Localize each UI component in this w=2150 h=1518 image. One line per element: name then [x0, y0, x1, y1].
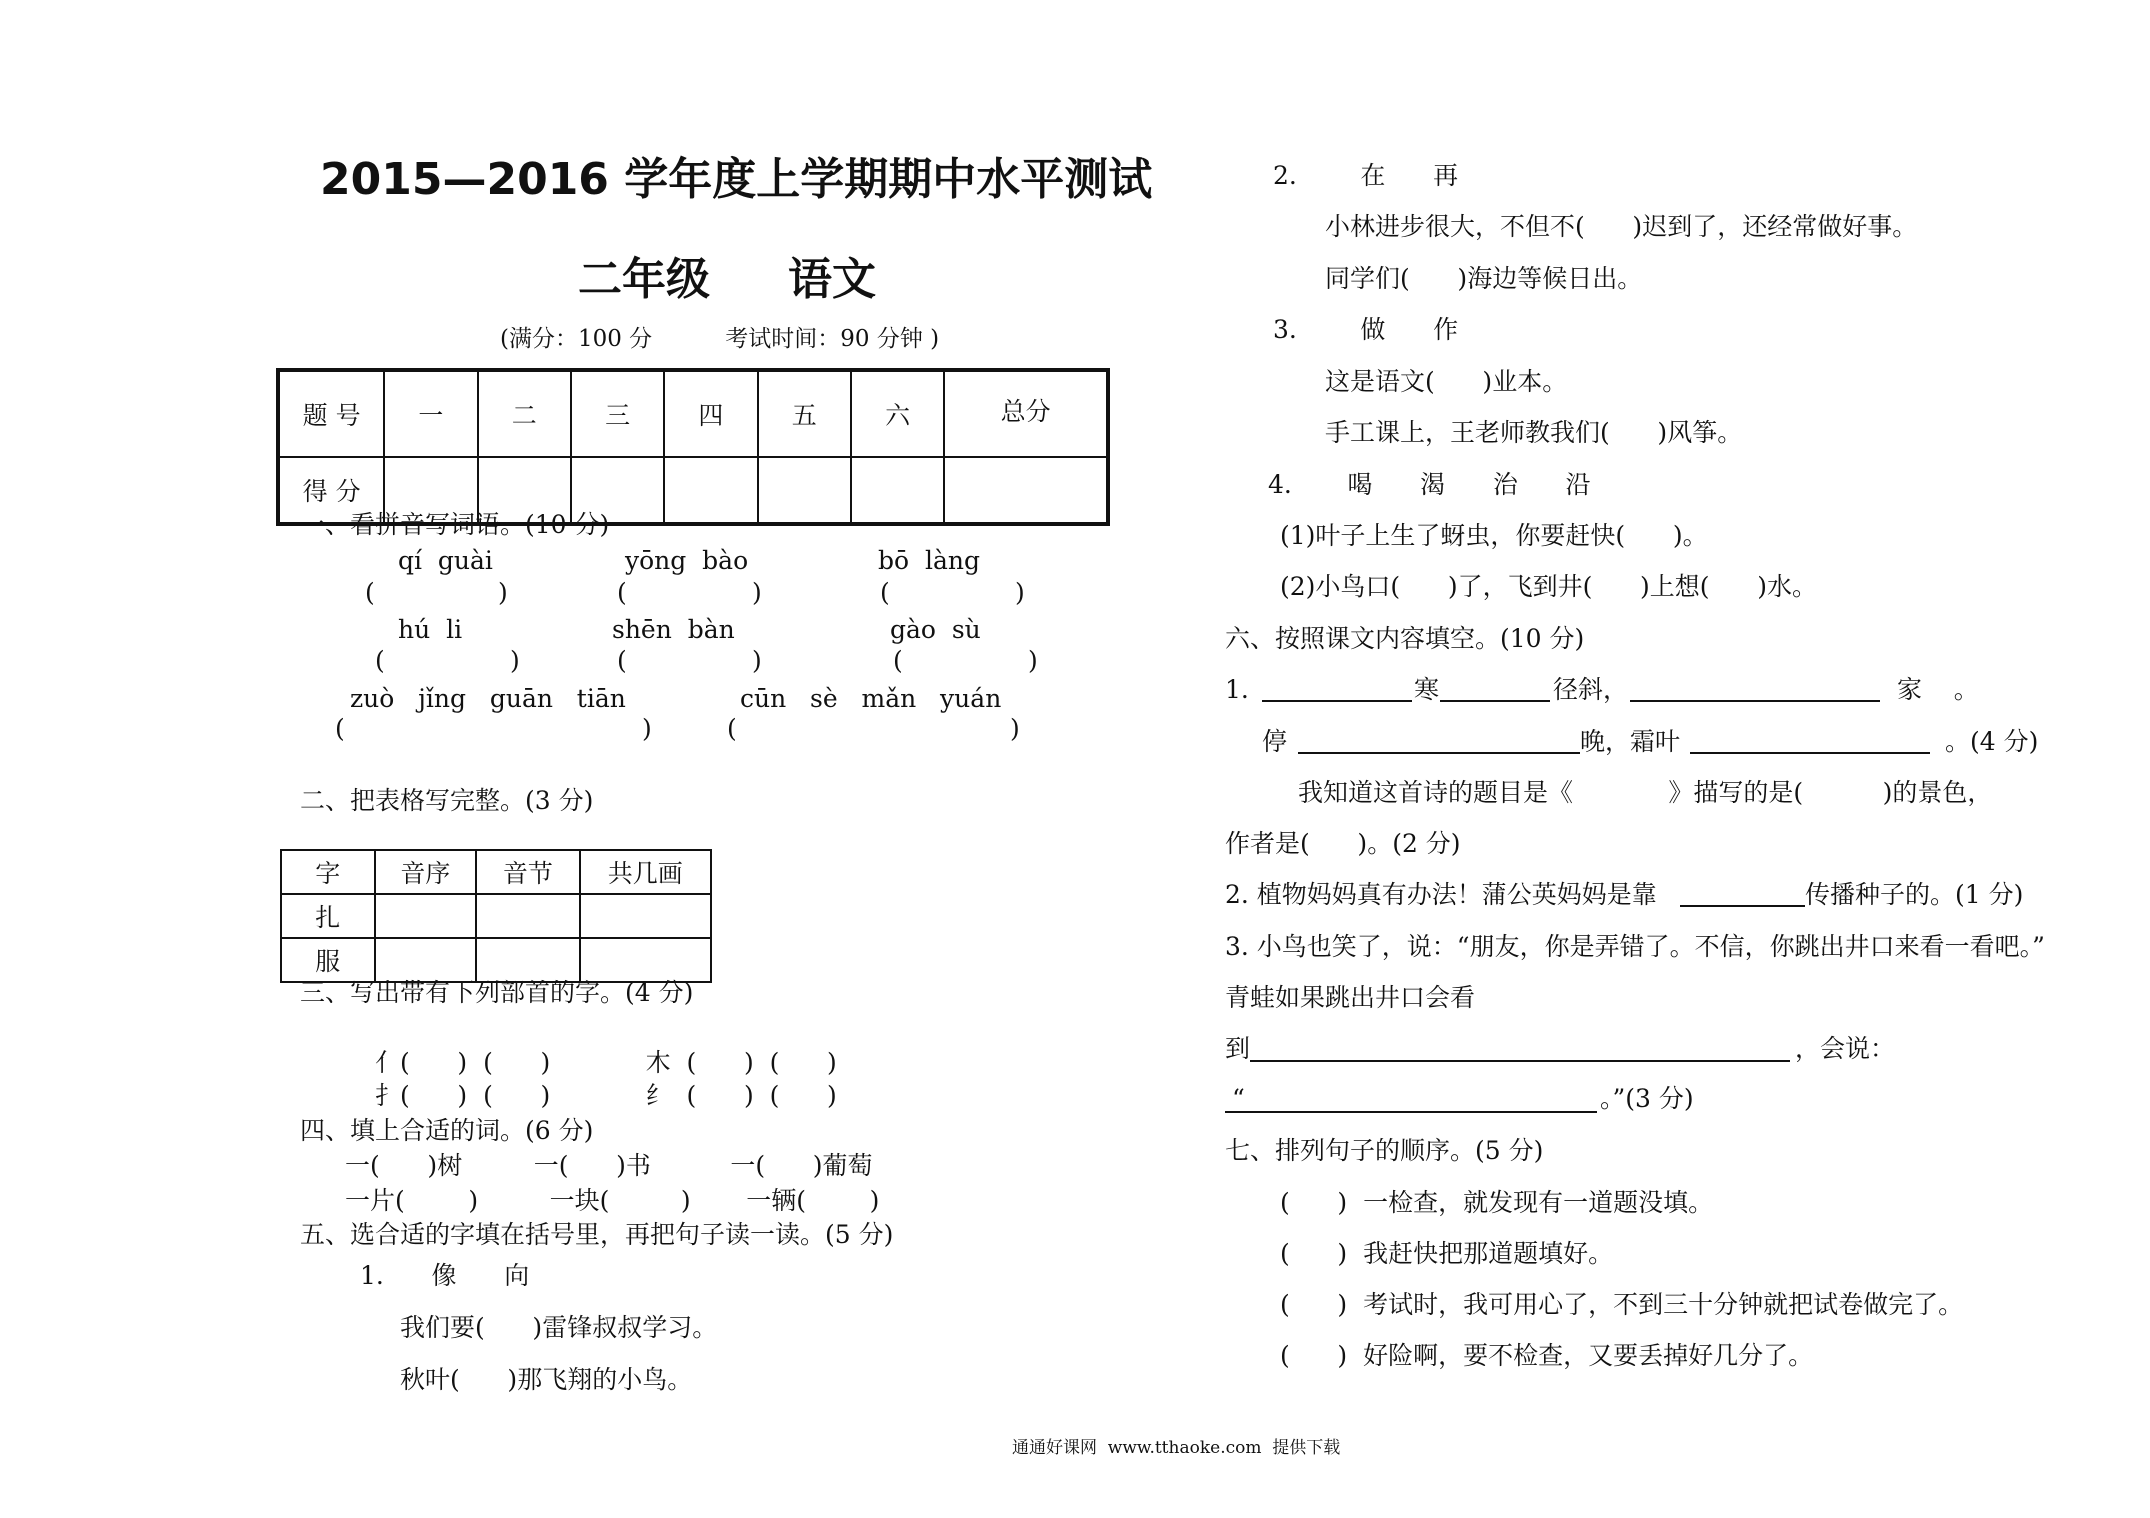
question-text: 青蛙如果跳出井口会看 — [1225, 983, 1476, 1012]
paren-open: ( — [335, 714, 345, 743]
section-3-heading: 三、写出带有下列部首的字。(4 分) — [300, 978, 694, 1007]
paren-close: ) — [642, 714, 652, 743]
question-head: 3. 做 作 — [1273, 315, 1459, 344]
question-text: 3. 小鸟也笑了，说：“朋友，你是弄错了。不信，你跳出井口来看一看吧。” — [1225, 932, 2045, 961]
exam-title: 2015—2016 学年度上学期期中水平测试 — [320, 154, 1153, 205]
order-item: ( ) 考试时，我可用心了，不到三十分钟就把试卷做完了。 — [1280, 1290, 1964, 1319]
answer-cell[interactable] — [375, 894, 477, 938]
question-head: 1. 像 向 — [360, 1261, 530, 1290]
grade-label: 二年级 — [578, 254, 710, 305]
question-head: 4. 喝 渴 治 沿 — [1268, 470, 1591, 499]
section-4-heading: 四、填上合适的词。(6 分) — [300, 1116, 594, 1145]
header-order: 音序 — [375, 850, 477, 894]
poem-question: 我知道这首诗的题目是《 》描写的是( )的景色， — [1298, 778, 1993, 807]
score-col-4: 四 — [664, 370, 757, 457]
question-sentence: 同学们( )海边等候日出。 — [1325, 264, 1643, 293]
stroke-table-row — [281, 894, 711, 938]
question-head: 2. 在 再 — [1273, 161, 1459, 190]
header-char: 字 — [281, 850, 375, 894]
fill-blank[interactable] — [1298, 752, 1580, 754]
paren-open: ( — [617, 578, 627, 607]
score-col-1: 一 — [384, 370, 477, 457]
stroke-table-row — [281, 938, 711, 982]
subject-label: 语文 — [788, 254, 876, 305]
paren-open: ( — [375, 646, 385, 675]
answer-cell[interactable] — [580, 894, 711, 938]
fill-blank[interactable] — [1250, 1060, 1790, 1062]
order-item: ( ) 好险啊，要不检查，又要丢掉好几分了。 — [1280, 1341, 1814, 1370]
paren-close: ) — [752, 646, 762, 675]
pinyin-item: zuò jǐng guān tiān — [350, 684, 626, 713]
fill-blank[interactable] — [1680, 905, 1805, 907]
section-7-heading: 七、排列句子的顺序。(5 分) — [1225, 1136, 1544, 1165]
score-cell[interactable] — [944, 457, 1108, 524]
question-text: 传播种子的。(1 分) — [1805, 880, 2024, 909]
score-cell[interactable] — [758, 457, 851, 524]
order-item: ( ) 我赶快把那道题填好。 — [1280, 1239, 1614, 1268]
score-col-5: 五 — [758, 370, 851, 457]
paren-close: ) — [1010, 714, 1020, 743]
paren-close: ) — [510, 646, 520, 675]
score-col-2: 二 — [478, 370, 571, 457]
poem-text: 停 — [1262, 727, 1288, 756]
score-row-label: 得 分 — [278, 457, 384, 524]
paren-open: ( — [880, 578, 890, 607]
pinyin-item: cūn sè mǎn yuán — [740, 684, 1002, 713]
answer-cell[interactable] — [476, 938, 580, 982]
poem-text: 径斜， — [1553, 675, 1629, 704]
question-sentence: (1)叶子上生了蚜虫，你要赶快( )。 — [1280, 521, 1708, 550]
pinyin-item: bō làng — [878, 546, 980, 575]
question-text: 。”(3 分) — [1600, 1084, 1694, 1113]
radical-row: 扌( ) ( ) 纟 ( ) ( ) — [375, 1081, 837, 1110]
order-item: ( ) 一检查，就发现有一道题没填。 — [1280, 1188, 1714, 1217]
score-header-row — [278, 370, 1108, 457]
row-char: 服 — [281, 938, 375, 982]
radical-row: 亻( ) ( ) 木 ( ) ( ) — [375, 1048, 837, 1077]
score-col-total: 总分 — [944, 370, 1108, 457]
section-5-heading: 五、选合适的字填在括号里，再把句子读一读。(5 分) — [300, 1220, 894, 1249]
poem-question: 作者是( )。(2 分) — [1225, 829, 1461, 858]
stroke-table-header — [281, 850, 711, 894]
score-label-cell: 题 号 — [278, 370, 384, 457]
question-text: 到 — [1225, 1034, 1251, 1063]
pinyin-item: qí guài — [398, 546, 493, 575]
pinyin-item: gào sù — [890, 615, 981, 644]
fill-blank[interactable] — [1690, 752, 1930, 754]
header-strokes: 共几画 — [580, 850, 711, 894]
question-sentence: 手工课上，王老师教我们( )风筝。 — [1325, 418, 1743, 447]
header-syllable: 音节 — [476, 850, 580, 894]
question-text: ，会说： — [1795, 1034, 1896, 1063]
paren-close: ) — [1015, 578, 1025, 607]
answer-cell[interactable] — [580, 938, 711, 982]
question-text: 2. 植物妈妈真有办法！蒲公英妈妈是靠 — [1225, 880, 1657, 909]
question-sentence: 秋叶( )那飞翔的小鸟。 — [400, 1365, 693, 1394]
answer-cell[interactable] — [476, 894, 580, 938]
section-6-heading: 六、按照课文内容填空。(10 分) — [1225, 624, 1585, 653]
score-col-6: 六 — [851, 370, 944, 457]
paren-close: ) — [498, 578, 508, 607]
paren-close: ) — [1028, 646, 1038, 675]
section-1-heading: 一、看拼音写词语。(10 分) — [300, 510, 610, 539]
paren-open: ( — [617, 646, 627, 675]
poem-text: 晚，霜叶 — [1580, 727, 1681, 756]
question-sentence: 这是语文( )业本。 — [1325, 367, 1568, 396]
fill-blank[interactable] — [1262, 700, 1412, 702]
poem-text: 寒 — [1414, 675, 1440, 704]
section-2-heading: 二、把表格写完整。(3 分) — [300, 786, 594, 815]
pinyin-item: yōng bào — [625, 546, 749, 575]
paren-open: ( — [727, 714, 737, 743]
paren-open: ( — [893, 646, 903, 675]
score-cell[interactable] — [664, 457, 757, 524]
answer-cell[interactable] — [375, 938, 477, 982]
question-sentence: (2)小鸟口( )了，飞到井( )上想( )水。 — [1280, 572, 1817, 601]
row-char: 扎 — [281, 894, 375, 938]
question-text: “ — [1232, 1084, 1245, 1113]
score-cell[interactable] — [851, 457, 944, 524]
poem-line-number: 1. — [1225, 675, 1249, 704]
question-sentence: 小林进步很大，不但不( )迟到了，还经常做好事。 — [1325, 212, 1918, 241]
poem-text: 家 。 — [1897, 675, 1979, 704]
question-sentence: 我们要( )雷锋叔叔学习。 — [400, 1313, 718, 1342]
fill-blank[interactable] — [1440, 700, 1550, 702]
measure-word-row: 一片( ) 一块( ) 一辆( ) — [345, 1186, 880, 1215]
exam-info: (满分：100 分 考试时间：90 分钟 ) — [500, 326, 940, 352]
score-col-3: 三 — [571, 370, 664, 457]
paren-close: ) — [752, 578, 762, 607]
fill-blank[interactable] — [1630, 700, 1880, 702]
paren-open: ( — [365, 578, 375, 607]
measure-word-row: 一( )树 一( )书 一( )葡萄 — [345, 1151, 873, 1180]
footer-credit: 通通好课网 www.tthaoke.com 提供下载 — [1012, 1438, 1341, 1458]
pinyin-item: hú li — [398, 615, 463, 644]
pinyin-item: shēn bàn — [612, 615, 735, 644]
poem-text: 。(4 分) — [1945, 727, 2039, 756]
score-table — [276, 368, 1110, 526]
fill-blank[interactable] — [1225, 1111, 1597, 1113]
stroke-table — [280, 849, 712, 983]
